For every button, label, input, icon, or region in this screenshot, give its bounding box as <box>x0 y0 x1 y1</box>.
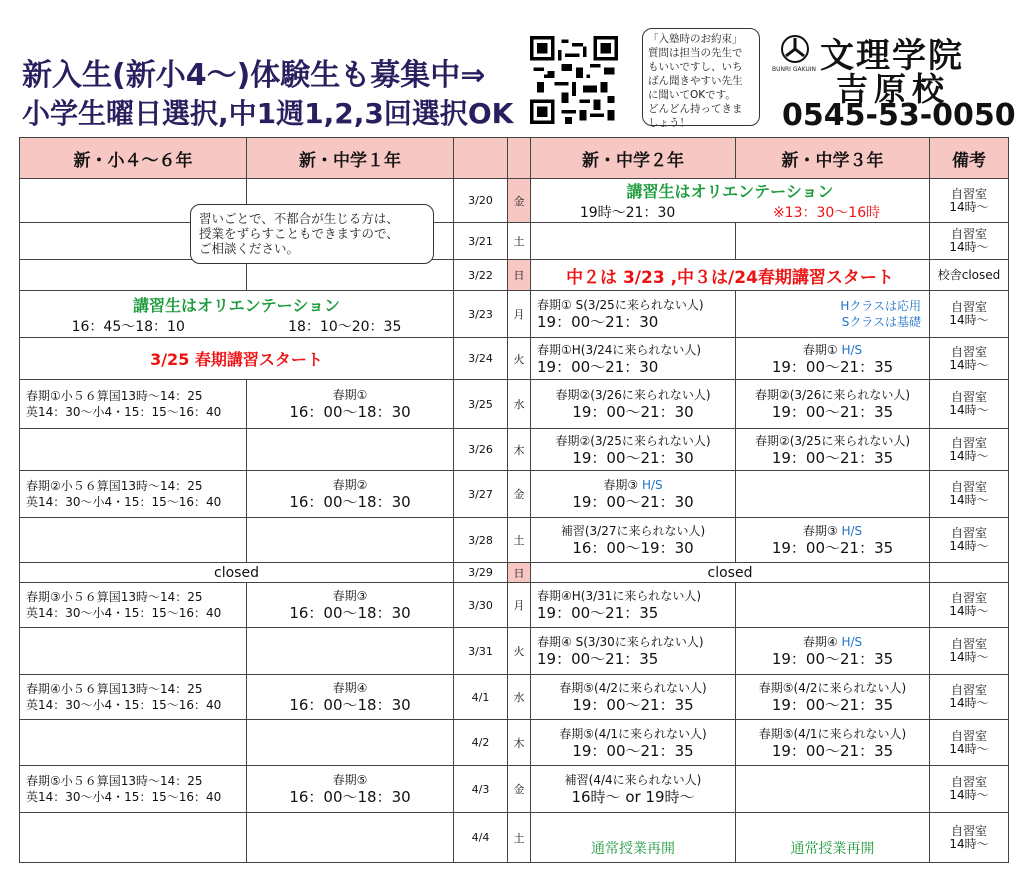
date-cell: 4/3 <box>454 766 508 813</box>
date-cell: 3/22 <box>454 260 508 291</box>
col-jh2: 新・中学２年 <box>531 138 736 179</box>
qr-code-icon[interactable] <box>530 36 618 124</box>
day-cell: 金 <box>508 471 531 518</box>
remarks-cell: 自習室 14時〜 <box>930 179 1009 223</box>
resume-cell: 通常授業再開 <box>531 813 736 863</box>
day-cell: 火 <box>508 628 531 675</box>
table-row <box>20 813 1009 863</box>
remarks-cell: 自習室 14時〜 <box>930 583 1009 628</box>
remarks-cell: 自習室 14時〜 <box>930 338 1009 380</box>
date-cell: 4/2 <box>454 720 508 766</box>
remarks-cell: 自習室 14時〜 <box>930 628 1009 675</box>
remarks-cell: 自習室 14時〜 <box>930 291 1009 338</box>
day-cell: 水 <box>508 380 531 429</box>
start-banner: 中２は 3/23 ,中３は/24春期講習スタート <box>531 260 930 291</box>
table-row: 春期⑤小５６算国13時〜14：25 英14：30〜小4・15：15〜16：40 春期⑤ 16：00〜18：30 4/3 金 補習(4/4に来られない人) 16時〜 or 19時〜 自習室 14時〜 <box>20 766 1009 813</box>
date-cell: 4/4 <box>454 813 508 863</box>
day-cell: 土 <box>508 518 531 563</box>
day-cell: 木 <box>508 720 531 766</box>
col-date <box>454 138 508 179</box>
remarks-cell: 自習室 14時〜 <box>930 223 1009 260</box>
date-cell: 3/27 <box>454 471 508 518</box>
header-row <box>20 138 1009 179</box>
table-row: 4/2 木 春期⑤(4/1に来られない人) 19：00〜21：35 春期⑤(4/1に来られない人) 19：00〜21：35 自習室 14時〜 <box>20 720 1009 766</box>
day-cell: 火 <box>508 338 531 380</box>
cell-el-jh1: 講習生はオリエンテーション 16：45〜18：10 18：10〜20：35 <box>20 291 454 338</box>
spring-start-banner: 3/25 春期講習スタート <box>20 338 454 380</box>
table-row <box>20 223 1009 260</box>
table-row: 講習生はオリエンテーション 16：45〜18：10 18：10〜20：35 3/23 月 春期① S(3/25に来られない人) 19：00〜21：30 Hクラスは応用 Sクラスは基礎 自習室 14時〜 <box>20 291 1009 338</box>
date-cell: 3/24 <box>454 338 508 380</box>
table-row: 春期③小５６算国13時〜14：25 英14：30〜小4・15：15〜16：40 春期③ 16：00〜18：30 3/30 月 春期④H(3/31に来られない人) 19：00〜21：35 自習室 14時〜 <box>20 583 1009 628</box>
remarks-cell: 自習室 14時〜 <box>930 429 1009 471</box>
table-row: 3/28 土 補習(3/27に来られない人) 16：00〜19：30 春期③ H/S 19：00〜21：35 自習室 14時〜 <box>20 518 1009 563</box>
remarks-cell: 自習室 14時〜 <box>930 675 1009 720</box>
phone-number[interactable]: 0545-53-0050 <box>782 98 1016 133</box>
date-cell: 3/28 <box>454 518 508 563</box>
table-row: 3/26 木 春期②(3/25に来られない人) 19：00〜21：30 春期②(3/25に来られない人) 19：00〜21：35 自習室 14時〜 <box>20 429 1009 471</box>
resume-cell: 通常授業再開 <box>736 813 930 863</box>
day-cell: 金 <box>508 179 531 223</box>
branch-name: 吉原校 <box>836 70 951 108</box>
remarks-cell: 自習室 14時〜 <box>930 720 1009 766</box>
date-cell: 3/30 <box>454 583 508 628</box>
remarks-cell: 自習室 14時〜 <box>930 766 1009 813</box>
schedule-table <box>19 137 1009 863</box>
table-row: 春期①小５６算国13時〜14：25 英14：30〜小4・15：15〜16：40 春期① 16：00〜18：30 3/25 水 春期②(3/26に来られない人) 19：00〜21：30 春期②(3/26に来られない人) 19：00〜21：35 自習室 14時〜 <box>20 380 1009 429</box>
remarks-cell: 自習室 14時〜 <box>930 471 1009 518</box>
table-row: 3/25 春期講習スタート 3/24 火 春期①H(3/24に来られない人) 19：00〜21：30 春期① H/S 19：00〜21：35 自習室 14時〜 <box>20 338 1009 380</box>
day-cell: 月 <box>508 583 531 628</box>
date-cell: 3/31 <box>454 628 508 675</box>
date-cell: 3/21 <box>454 223 508 260</box>
date-cell: 4/1 <box>454 675 508 720</box>
day-cell: 日 <box>508 563 531 583</box>
promise-note: 「入塾時のお約束」 質問は担当の先生で もいいですし、いち ばん聞きやすい先生 に聞いてOKです。 どんどん持ってきま しょう！ <box>642 28 760 126</box>
table-row <box>20 563 1009 583</box>
remarks-cell: 校舎closed <box>930 260 1009 291</box>
day-cell: 土 <box>508 813 531 863</box>
school-logo-icon <box>780 34 810 64</box>
date-cell: 3/26 <box>454 429 508 471</box>
closed-cell: closed <box>531 563 930 583</box>
day-cell: 金 <box>508 766 531 813</box>
col-elementary: 新・小４〜６年 <box>20 138 247 179</box>
day-cell: 月 <box>508 291 531 338</box>
table-row: 春期④小５６算国13時〜14：25 英14：30〜小4・15：15〜16：40 春期④ 16：00〜18：30 4/1 水 春期⑤(4/2に来られない人) 19：00〜21：35 春期⑤(4/2に来られない人) 19：00〜21：35 自習室 14時〜 <box>20 675 1009 720</box>
lesson-adjust-callout: 習いごとで、不都合が生じる方は、 授業をずらすこともできますので、 ご相談ください。 <box>190 204 434 264</box>
day-cell: 日 <box>508 260 531 291</box>
school-name: 文理学院 <box>820 36 964 76</box>
remarks-cell: 自習室 14時〜 <box>930 518 1009 563</box>
remarks-cell: 自習室 14時〜 <box>930 380 1009 429</box>
col-remarks: 備考 <box>930 138 1009 179</box>
day-cell: 木 <box>508 429 531 471</box>
col-jh1: 新・中学１年 <box>247 138 454 179</box>
logo-caption: BUNRI GAKUIN <box>772 66 817 73</box>
table-row: 春期②小５６算国13時〜14：25 英14：30〜小4・15：15〜16：40 春期② 16：00〜18：30 3/27 金 春期③ H/S 19：00〜21：30 自習室 14時〜 <box>20 471 1009 518</box>
day-cell: 土 <box>508 223 531 260</box>
date-cell: 3/20 <box>454 179 508 223</box>
table-row: 3/31 火 春期④ S(3/30に来られない人) 19：00〜21：35 春期④ H/S 19：00〜21：35 自習室 14時〜 <box>20 628 1009 675</box>
col-jh3: 新・中学３年 <box>736 138 930 179</box>
cell-jh23: 講習生はオリエンテーション 19時〜21：30 ※13：30〜16時 <box>531 179 930 223</box>
day-cell: 水 <box>508 675 531 720</box>
table-row <box>20 179 1009 223</box>
remarks-cell: 自習室 14時〜 <box>930 813 1009 863</box>
recruit-headline: 新入生(新小4〜)体験生も募集中⇒ <box>22 58 486 93</box>
date-cell: 3/29 <box>454 563 508 583</box>
col-day <box>508 138 531 179</box>
schedule-option-headline: 小学生曜日選択,中1週1,2,3回選択OK <box>22 97 514 130</box>
date-cell: 3/25 <box>454 380 508 429</box>
table-row <box>20 260 1009 291</box>
date-cell: 3/23 <box>454 291 508 338</box>
closed-cell: closed <box>20 563 454 583</box>
